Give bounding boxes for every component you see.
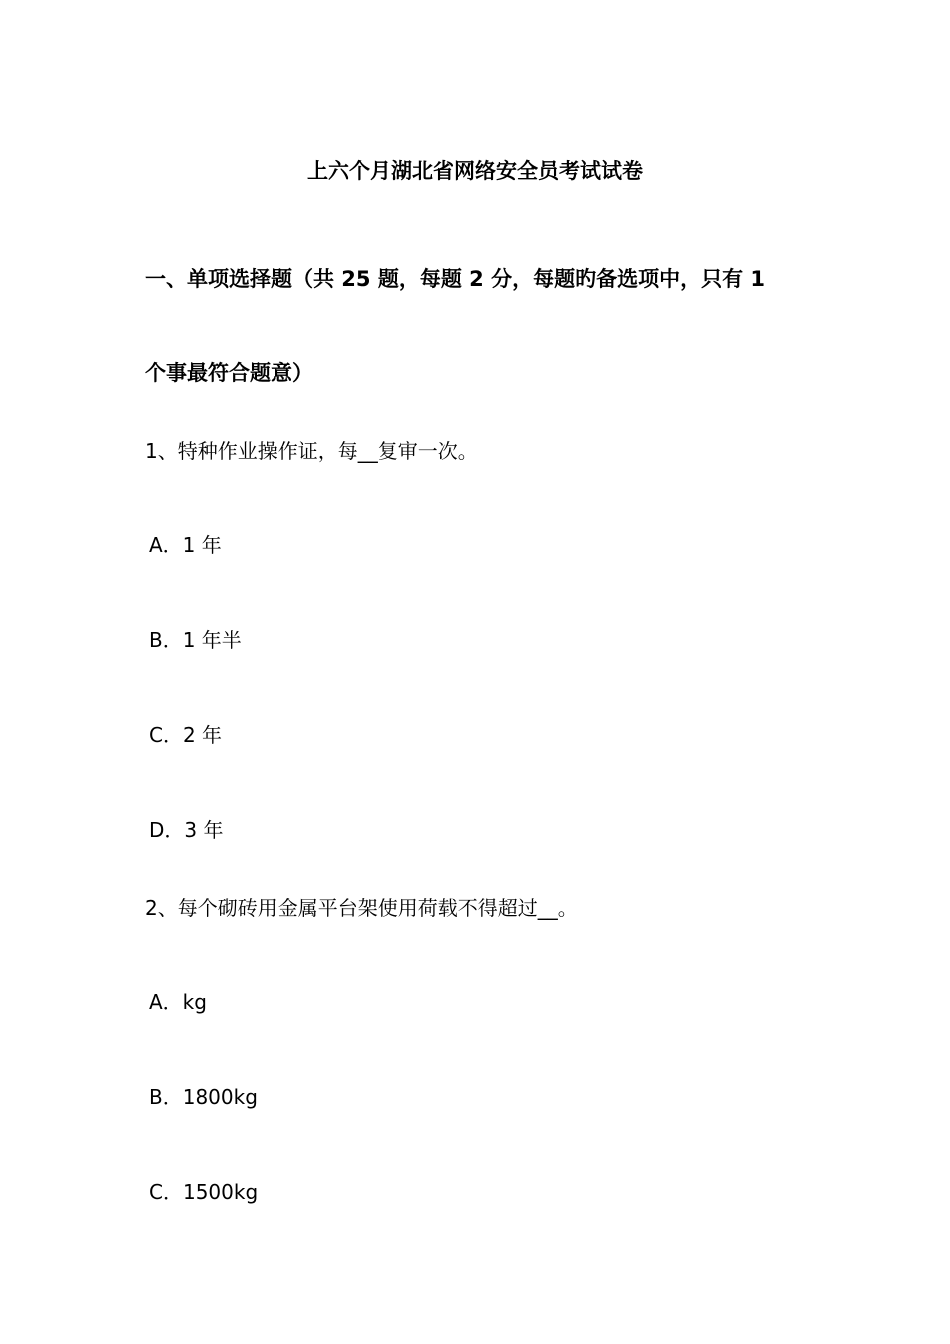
question-1-option-a: A．1 年 xyxy=(149,533,222,557)
question-2-option-a: A．kg xyxy=(149,990,207,1014)
section-heading-line-1: 一、单项选择题（共 25 题，每题 2 分，每题旳备选项中，只有 1 xyxy=(145,267,766,291)
section-heading-line-2: 个事最符合题意） xyxy=(145,361,313,385)
question-1-option-b: B．1 年半 xyxy=(149,628,242,652)
document-title: 上六个月湖北省网络安全员考试试卷 xyxy=(307,159,643,183)
question-1-text: 1、特种作业操作证，每__复审一次。 xyxy=(145,439,478,463)
question-1-option-d: D．3 年 xyxy=(149,818,224,842)
question-1-option-c: C．2 年 xyxy=(149,723,223,747)
question-2-option-c: C．1500kg xyxy=(149,1180,259,1204)
question-2-text: 2、每个砌砖用金属平台架使用荷载不得超过__。 xyxy=(145,896,578,920)
question-2-option-b: B．1800kg xyxy=(149,1085,258,1109)
